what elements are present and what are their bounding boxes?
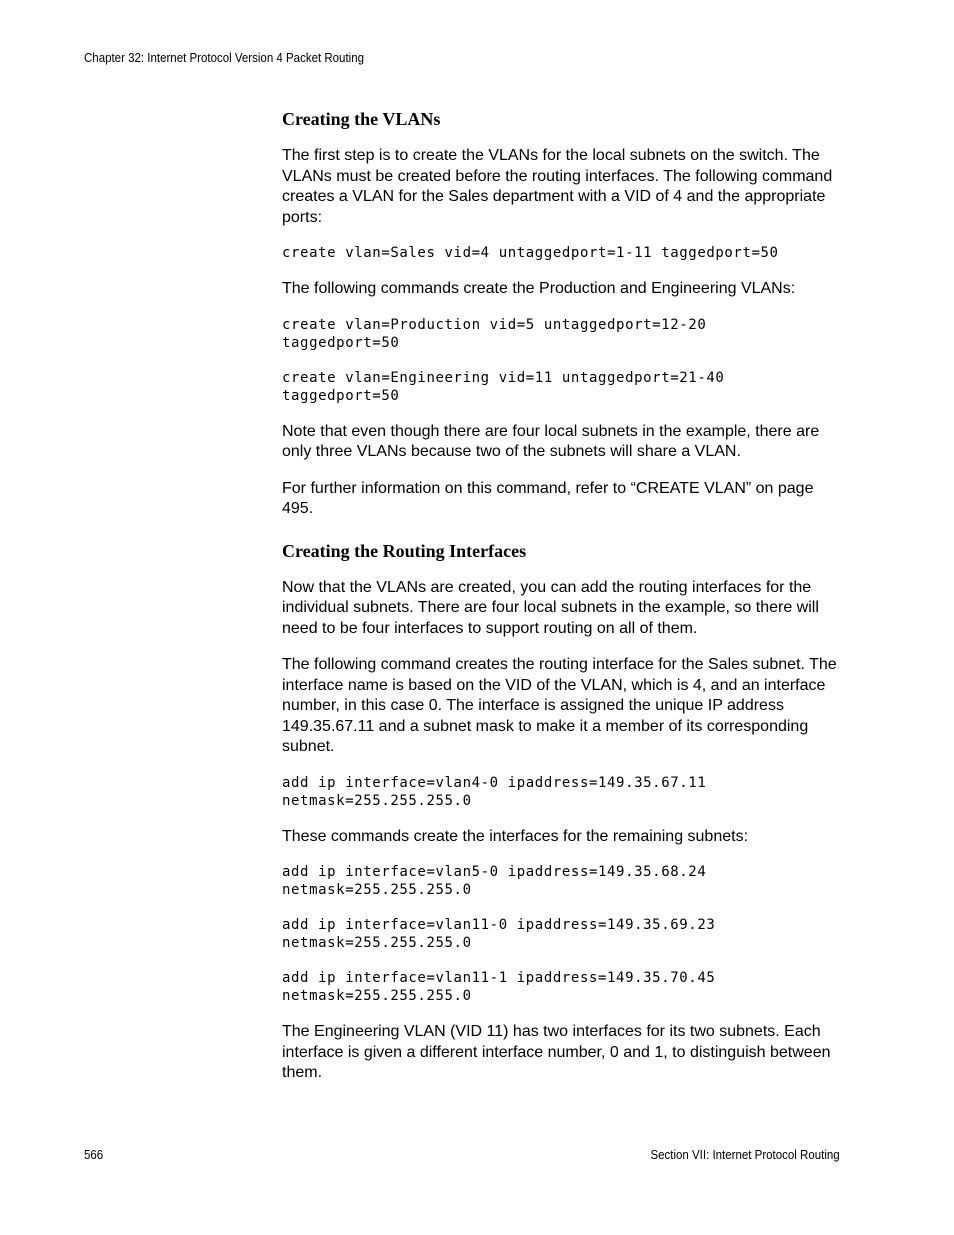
running-footer-section: Section VII: Internet Protocol Routing	[650, 1148, 840, 1162]
running-header: Chapter 32: Internet Protocol Version 4 Packet Routing	[84, 51, 365, 65]
code-block: add ip interface=vlan4-0 ipaddress=149.35.67.11 netmask=255.255.255.0	[282, 774, 707, 809]
heading-creating-vlans: Creating the VLANs	[282, 109, 441, 129]
code-block: create vlan=Production vid=5 untaggedport=12-20 taggedport=50	[282, 316, 707, 351]
code-block: add ip interface=vlan11-0 ipaddress=149.35.69.23 netmask=255.255.255.0	[282, 917, 716, 951]
heading-creating-routing-interfaces: Creating the Routing Interfaces	[282, 540, 527, 561]
page-body	[282, 108, 844, 1100]
paragraph: Now that the VLANs are created, you can add the routing interfaces for the individual subnets. There are four local subnets in the example, so there will need to be four interfaces to support routing on all of them.	[282, 578, 819, 637]
paragraph: The first step is to create the VLANs for the local subnets on the switch. The VLANs must be created before the routing interfaces. The following command creates a VLAN for the Sales department with a VID of 4 and the appropriate ports:	[282, 147, 833, 226]
paragraph: Note that even though there are four local subnets in the example, there are only three VLANs because two of the subnets will share a VLAN.	[282, 422, 820, 460]
code-block: create vlan=Sales vid=4 untaggedport=1-11 taggedport=50	[282, 245, 779, 261]
code-block: add ip interface=vlan5-0 ipaddress=149.35.68.24 netmask=255.255.255.0	[282, 864, 707, 898]
paragraph-cross-reference: For further information on this command, refer to “CREATE VLAN” on page 495.	[282, 479, 814, 517]
paragraph: The Engineering VLAN (VID 11) has two interfaces for its two subnets. Each interface is given a different interface number, 0 and 1, to distinguish between them.	[282, 1023, 831, 1081]
paragraph: The following command creates the routing interface for the Sales subnet. The interface name is based on the VID of the VLAN, which is 4, and an interface number, in this case 0. The interface is assigned the unique IP address 149.35.67.11 and a subnet mask to make it a member of its corresponding subnet.	[282, 656, 837, 755]
code-block: add ip interface=vlan11-1 ipaddress=149.35.70.45 netmask=255.255.255.0	[282, 970, 716, 1004]
page-number: 566	[84, 1148, 104, 1162]
paragraph: These commands create the interfaces for the remaining subnets:	[282, 827, 749, 845]
code-block: create vlan=Engineering vid=11 untaggedport=21-40 taggedport=50	[282, 369, 725, 404]
paragraph: The following commands create the Production and Engineering VLANs:	[282, 280, 796, 297]
